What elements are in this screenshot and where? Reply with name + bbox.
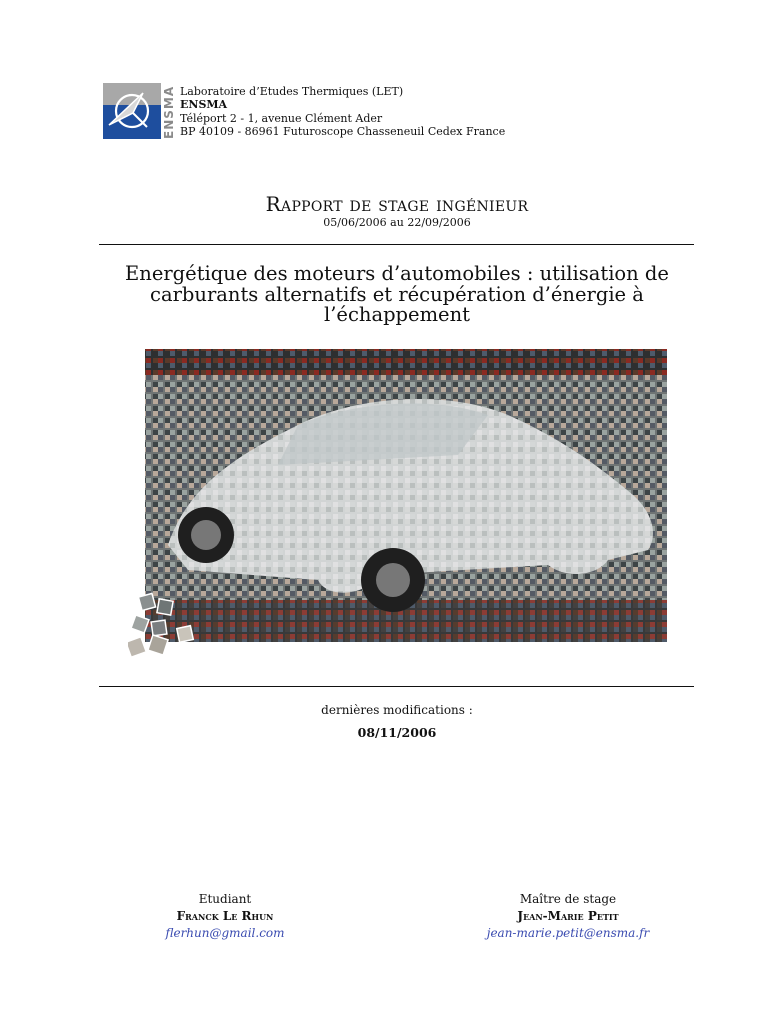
main-title-line-2: carburants alternatifs et récupération d’énergie à — [150, 282, 644, 306]
supervisor-name: Jean-Marie Petit — [517, 909, 619, 923]
lab-header — [180, 85, 505, 139]
supervisor-block — [438, 891, 698, 942]
report-title: Rapport de stage ingénieur — [265, 192, 529, 216]
student-name: Franck Le Rhun — [176, 909, 274, 923]
student-block — [95, 891, 355, 942]
main-title-line-1: Energétique des moteurs d’automobiles : utilisation de — [125, 262, 669, 285]
supervisor-role: Maître de stage — [519, 892, 617, 906]
school-name: ENSMA — [180, 98, 228, 112]
report-dates: 05/06/2006 au 22/09/2006 — [323, 216, 471, 229]
top-rule — [99, 244, 694, 245]
main-title-line-3: l’échappement — [323, 303, 470, 326]
main-title — [100, 264, 694, 326]
lab-name: Laboratoire d’Etudes Thermiques (LET) — [180, 85, 404, 98]
student-role: Etudiant — [198, 892, 252, 906]
logo-text: ENSMA — [162, 85, 176, 139]
bottom-rule — [99, 686, 694, 687]
supervisor-email[interactable]: jean-marie.petit@ensma.fr — [486, 926, 650, 940]
address-line-2: BP 40109 - 86961 Futuroscope Chasseneuil Cedex France — [180, 125, 506, 139]
student-email[interactable]: flerhun@gmail.com — [165, 926, 285, 940]
modifications-label: dernières modifications : — [321, 703, 473, 717]
ensma-logo — [103, 83, 177, 139]
modifications-date: 08/11/2006 — [357, 725, 437, 740]
address-line-1: Téléport 2 - 1, avenue Clément Ader — [180, 111, 383, 125]
car-mosaic-image — [128, 345, 673, 660]
